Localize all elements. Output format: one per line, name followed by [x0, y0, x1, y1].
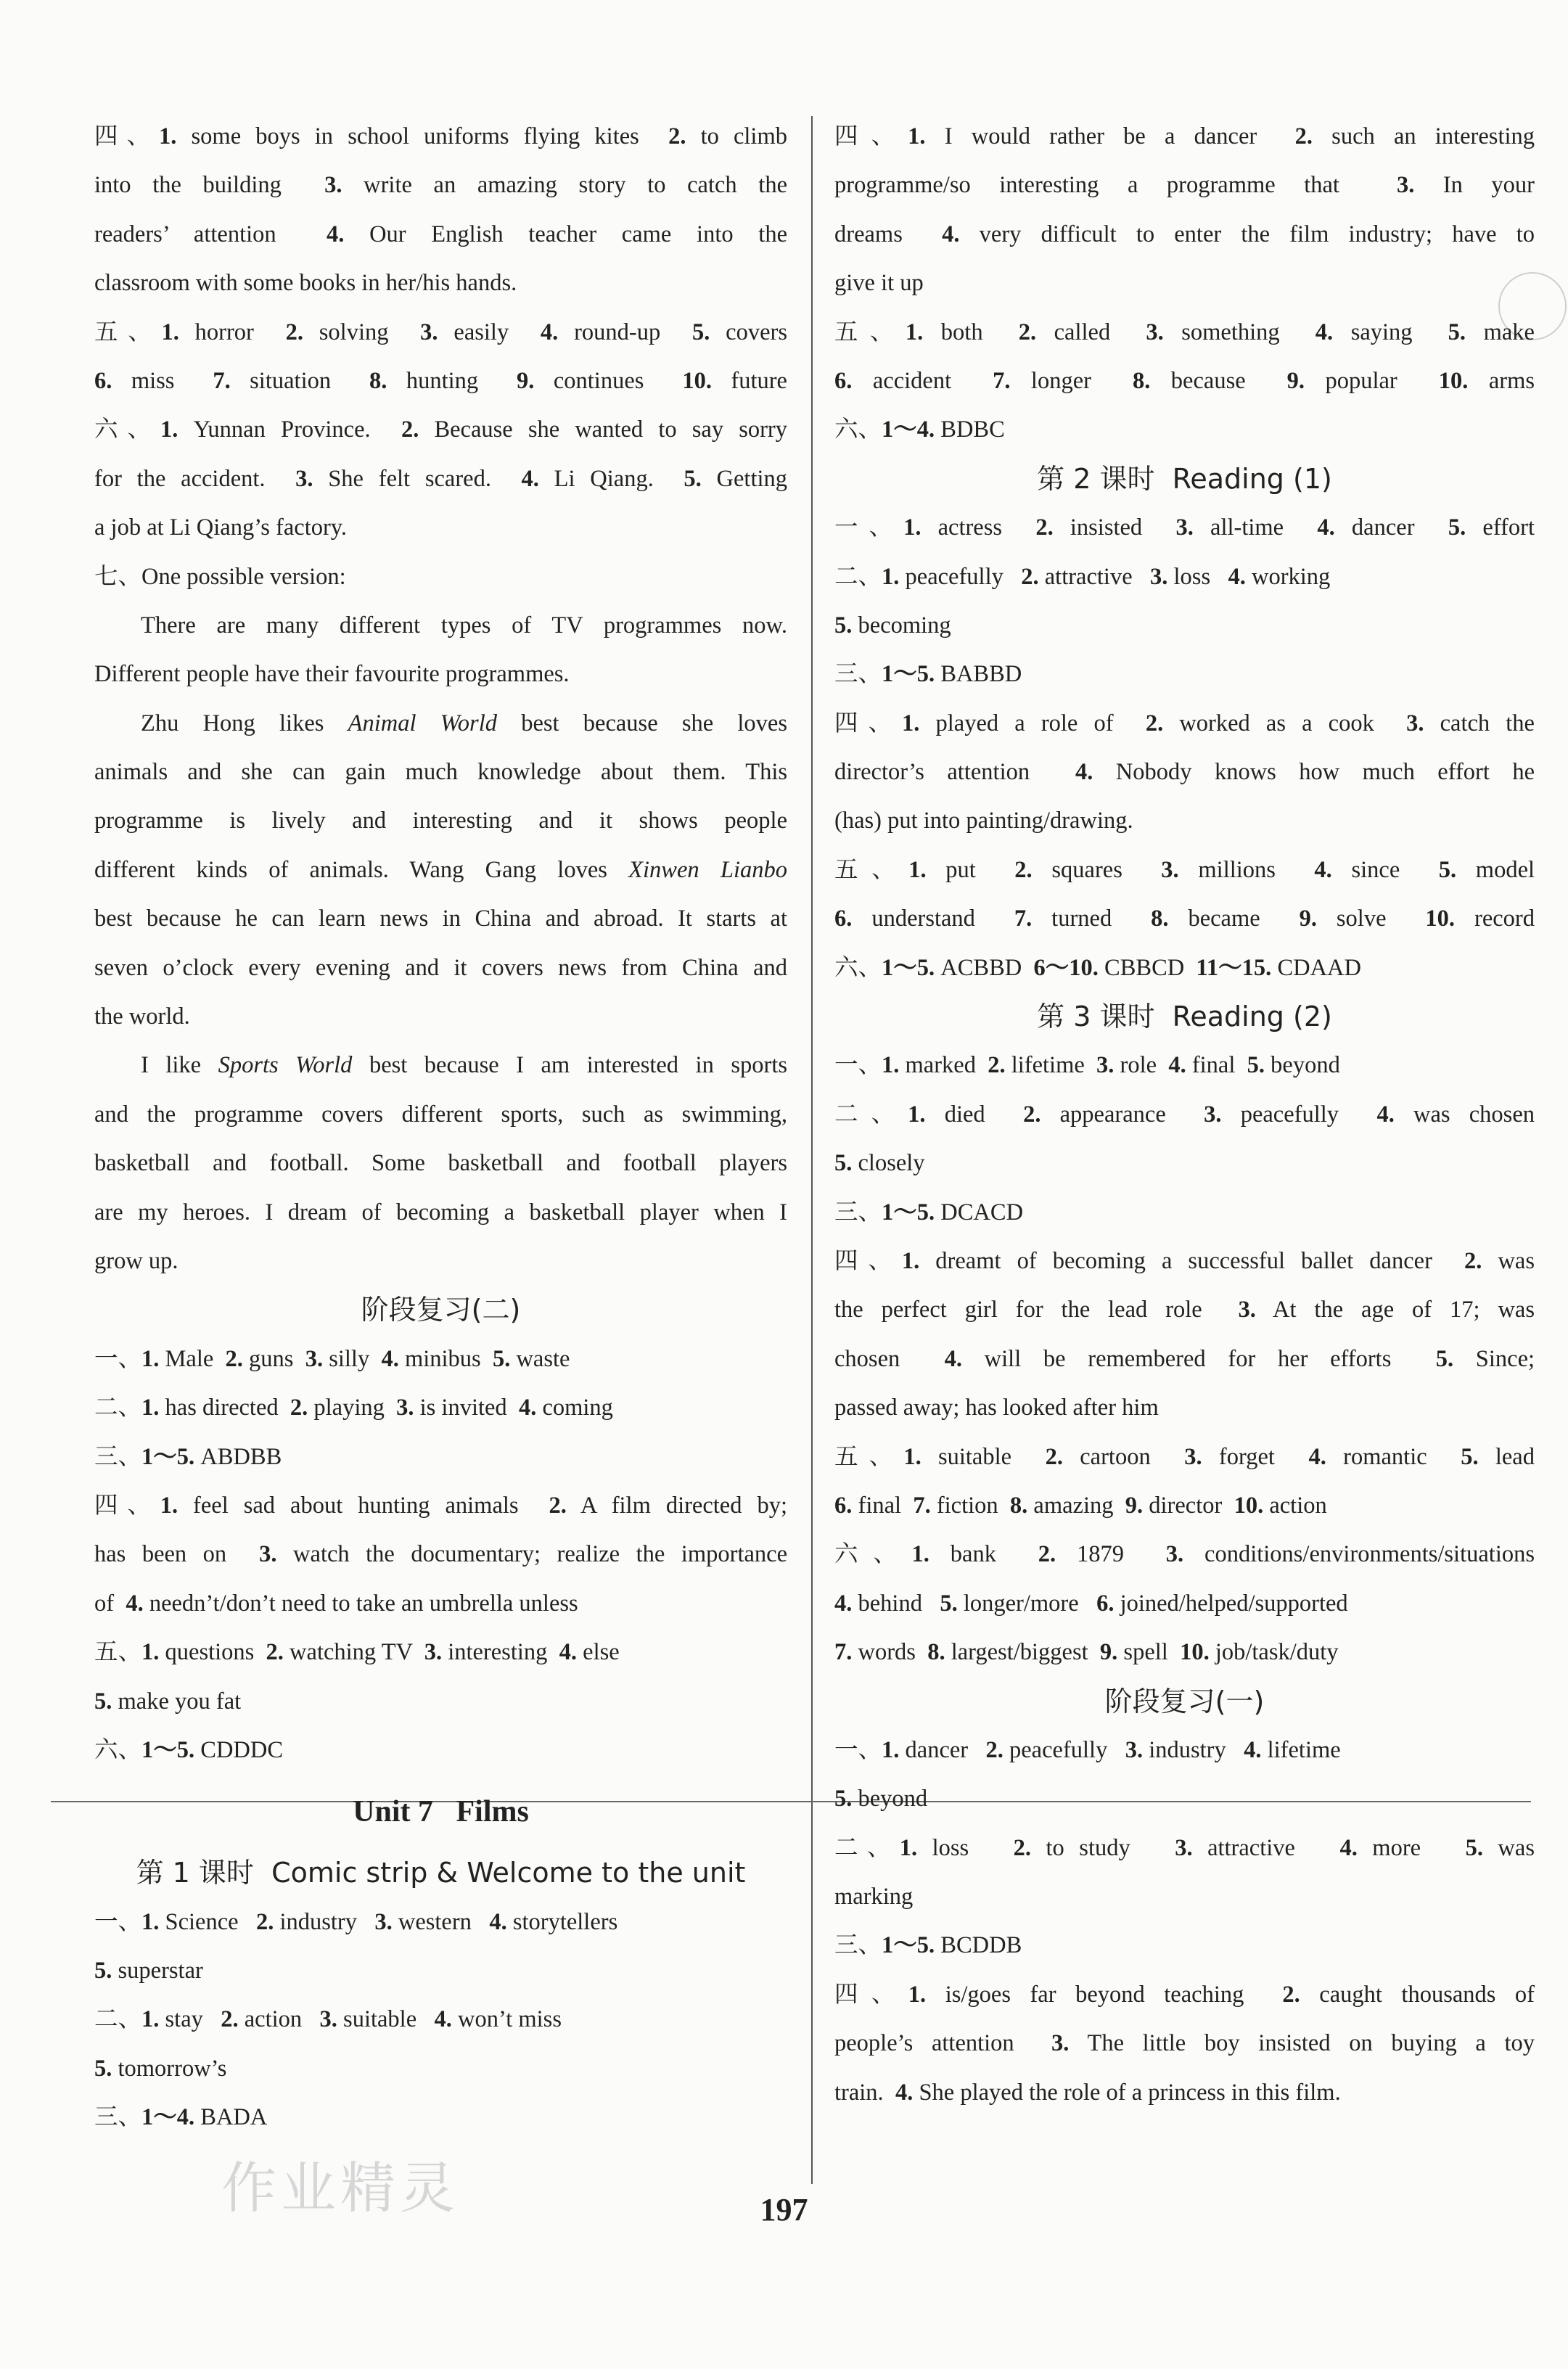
answer-line: 五、1. both 2. called 3. something 4. saying 5. make [834, 319, 1535, 345]
answer-line: 5. closely [834, 1150, 925, 1177]
section-heading: 第 3 课时 Reading (2) [1037, 1001, 1332, 1033]
answer-line: of 4. needn’t/don’t need to take an umbrella unless [94, 1590, 578, 1617]
answer-line: train. 4. She played the role of a princess in this film. [834, 2079, 1341, 2106]
answer-line: director’s attention 4. Nobody knows how much effort he [834, 759, 1535, 786]
answer-line: best because he can learn news in China and abroad. It starts at [94, 906, 787, 932]
section-heading: 阶段复习(一) [1104, 1685, 1265, 1717]
answer-line: the world. [94, 1003, 190, 1030]
answer-line: 三、1～5. BABBD [834, 661, 1022, 688]
answer-line: 五、1. put 2. squares 3. millions 4. since 5. model [834, 856, 1535, 883]
answer-line: 6. accident 7. longer 8. because 9. popular 10. arms [834, 367, 1535, 394]
answer-line: basketball and football. Some basketball and football players [94, 1150, 787, 1177]
answer-line: 6. miss 7. situation 8. hunting 9. continues 10. future [94, 367, 787, 394]
answer-line: for the accident. 3. She felt scared. 4. Li Qiang. 5. Getting [94, 465, 787, 492]
answer-line: 四、1. is/goes far beyond teaching 2. caught thousands of [834, 1981, 1535, 2008]
answer-line: 一、1. marked 2. lifetime 3. role 4. final 5. beyond [834, 1052, 1340, 1079]
answer-line: 五、1. horror 2. solving 3. easily 4. round-up 5. covers [94, 319, 787, 345]
section-heading: 第 1 课时 Comic strip & Welcome to the unit [136, 1857, 746, 1889]
answer-line: 6. final 7. fiction 8. amazing 9. director 10. action [834, 1492, 1327, 1519]
answer-line: programme is lively and interesting and it shows people [94, 808, 787, 834]
answer-line: 6. understand 7. turned 8. became 9. solve 10. record [834, 906, 1535, 932]
answer-line: readers’ attention 4. Our English teacher came into the [94, 221, 787, 247]
answer-line: 5. superstar [94, 1958, 203, 1984]
answer-line: 六、1. bank 2. 1879 3. conditions/environments/situations [834, 1541, 1535, 1568]
answer-line: 二、1. stay 2. action 3. suitable 4. won’t miss [94, 2006, 562, 2033]
answer-line: 四、1. feel sad about hunting animals 2. A film directed by; [94, 1492, 787, 1519]
answer-line: chosen 4. will be remembered for her efforts 5. Since; [834, 1345, 1535, 1372]
answer-line: 5. becoming [834, 612, 951, 639]
answer-line: Different people have their favourite programmes. [94, 661, 570, 688]
watermark: 作业精灵 [221, 2156, 459, 2220]
answer-line: marking [834, 1884, 914, 1910]
answer-line: (has) put into painting/drawing. [834, 808, 1133, 834]
answer-line: 六、1～5. CDDDC [94, 1736, 284, 1763]
answer-line: 一、1. dancer 2. peacefully 3. industry 4. lifetime [834, 1736, 1341, 1763]
answer-line: programme/so interesting a programme that 3. In your [834, 172, 1535, 199]
answer-line: 六、1～5. ACBBD 6～10. CBBCD 11～15. CDAAD [834, 954, 1361, 981]
answer-line: 5. beyond [834, 1786, 928, 1812]
answer-line: give it up [834, 270, 924, 297]
answer-line: 4. behind 5. longer/more 6. joined/helped/supported [834, 1590, 1348, 1617]
answer-line: different kinds of animals. Wang Gang loves Xinwen Lianbo [94, 856, 787, 883]
answer-line: has been on 3. watch the documentary; realize the importance [94, 1541, 787, 1568]
right-column [834, 112, 1535, 2117]
answer-line: Zhu Hong likes Animal World best because she loves [141, 710, 787, 736]
answer-line: 二、1. peacefully 2. attractive 3. loss 4. working [834, 563, 1331, 590]
answer-line: classroom with some books in her/his hands. [94, 270, 517, 297]
answer-line: are my heroes. I dream of becoming a basketball player when I [94, 1199, 787, 1225]
answer-line: into the building 3. write an amazing story to catch the [94, 172, 787, 199]
answer-line: animals and she can gain much knowledge about them. This [94, 759, 787, 786]
answer-line: 二、1. loss 2. to study 3. attractive 4. more 5. was [834, 1834, 1535, 1861]
answer-line: 三、1～5. ABDBB [94, 1443, 282, 1470]
answer-line: a job at Li Qiang’s factory. [94, 514, 348, 541]
answer-line: 5. tomorrow’s [94, 2055, 227, 2082]
left-column [94, 112, 787, 2143]
answer-line: 五、1. suitable 2. cartoon 3. forget 4. romantic 5. lead [834, 1443, 1535, 1470]
section-heading: 阶段复习(二) [361, 1294, 521, 1326]
answer-line: 三、1～5. DCACD [834, 1199, 1024, 1225]
answer-line: 七、One possible version: [94, 563, 346, 590]
answer-line: 六、1. Yunnan Province. 2. Because she wanted to say sorry [94, 416, 787, 443]
answer-line: There are many different types of TV programmes now. [141, 612, 787, 639]
answer-line: 四、1. dreamt of becoming a successful ballet dancer 2. was [834, 1247, 1535, 1274]
answer-line: 三、1～5. BCDDB [834, 1932, 1022, 1959]
answer-line: grow up. [94, 1247, 178, 1274]
answer-line: 7. words 8. largest/biggest 9. spell 10. job/task/duty [834, 1639, 1339, 1666]
answer-line: 一、1. Science 2. industry 3. western 4. storytellers [94, 1908, 618, 1935]
answer-line: 二、1. died 2. appearance 3. peacefully 4. was chosen [834, 1101, 1535, 1128]
answer-line: 四、1. played a role of 2. worked as a cook 3. catch the [834, 710, 1535, 736]
answer-line: people’s attention 3. The little boy insisted on buying a toy [834, 2030, 1535, 2057]
answer-line: seven o’clock every evening and it covers news from China and [94, 954, 787, 981]
section-heading: Unit 7 Films [353, 1795, 529, 1829]
answer-line: 四、1. I would rather be a dancer 2. such an interesting [834, 123, 1535, 149]
answer-line: 二、1. has directed 2. playing 3. is invited 4. coming [94, 1395, 613, 1421]
answer-line: the perfect girl for the lead role 3. At the age of 17; was [834, 1297, 1535, 1323]
answer-line: and the programme covers different sports, such as swimming, [94, 1101, 787, 1128]
answer-line: 一、1. actress 2. insisted 3. all-time 4. dancer 5. effort [834, 514, 1535, 541]
column-divider [811, 116, 813, 2184]
answer-line: 六、1～4. BDBC [834, 416, 1005, 443]
answer-line: 五、1. questions 2. watching TV 3. interesting 4. else [94, 1639, 620, 1666]
answer-line: 一、1. Male 2. guns 3. silly 4. minibus 5. waste [94, 1345, 570, 1372]
section-heading: 第 2 课时 Reading (1) [1037, 462, 1332, 495]
answer-line: dreams 4. very difficult to enter the film industry; have to [834, 221, 1535, 247]
page-number: 197 [760, 2192, 808, 2228]
answer-line: 5. make you fat [94, 1688, 242, 1715]
answer-line: passed away; has looked after him [834, 1395, 1159, 1421]
answer-line: I like Sports World best because I am interested in sports [141, 1052, 787, 1079]
answer-line: 三、1～4. BADA [94, 2104, 268, 2131]
answer-line: 四、1. some boys in school uniforms flying kites 2. to climb [94, 123, 787, 149]
